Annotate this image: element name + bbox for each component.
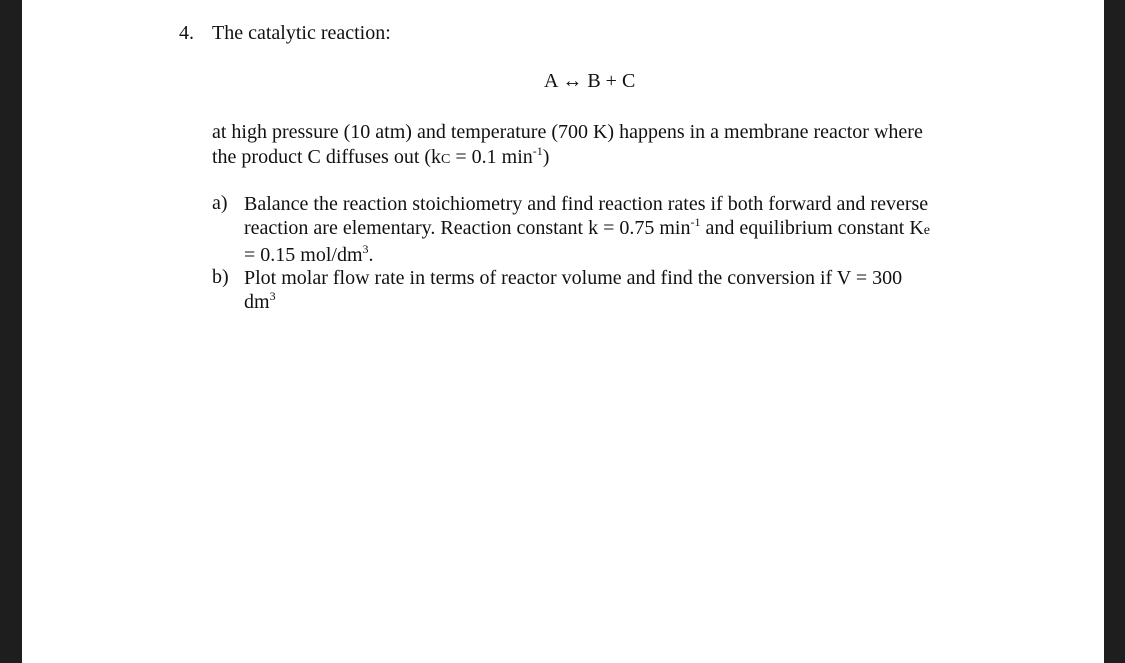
intro-line-2: the product C diffuses out (kC = 0.1 $\min^{-1}$) bbox=[212, 144, 550, 168]
part-a-label: a) bbox=[212, 192, 228, 214]
equation-rhs: B + C bbox=[587, 70, 636, 92]
part-a-line-1: Balance the reaction stoichiometry and find reaction rates if both forward and reverse bbox=[244, 193, 929, 215]
question-number: 4. bbox=[179, 22, 194, 44]
intro-line-1: at high pressure (10 atm) and temperature (700 K) happens in a membrane reactor where bbox=[212, 121, 923, 143]
part-b-label: b) bbox=[212, 266, 229, 288]
reaction-equation bbox=[544, 70, 635, 93]
part-a-line-3: = 0.15 mol/$dm^3$. bbox=[244, 242, 374, 266]
document-page bbox=[22, 0, 1104, 663]
part-a-text bbox=[244, 192, 1004, 267]
intro-paragraph bbox=[212, 120, 992, 172]
question-title: The catalytic reaction: bbox=[212, 22, 391, 44]
part-b-line-1: Plot molar flow rate in terms of reactor volume and find the conversion if V = 300 bbox=[244, 267, 903, 289]
part-a-line-2: reaction are elementary. Reaction constant k = 0.75 $\min^{-1}$ and equilibrium constant Ke bbox=[244, 215, 930, 239]
part-b-line-2: $dm^3$ bbox=[244, 289, 276, 313]
equation-lhs: A bbox=[544, 70, 558, 92]
part-b-text bbox=[244, 266, 1004, 314]
equation-arrow: ↔ bbox=[562, 70, 583, 92]
